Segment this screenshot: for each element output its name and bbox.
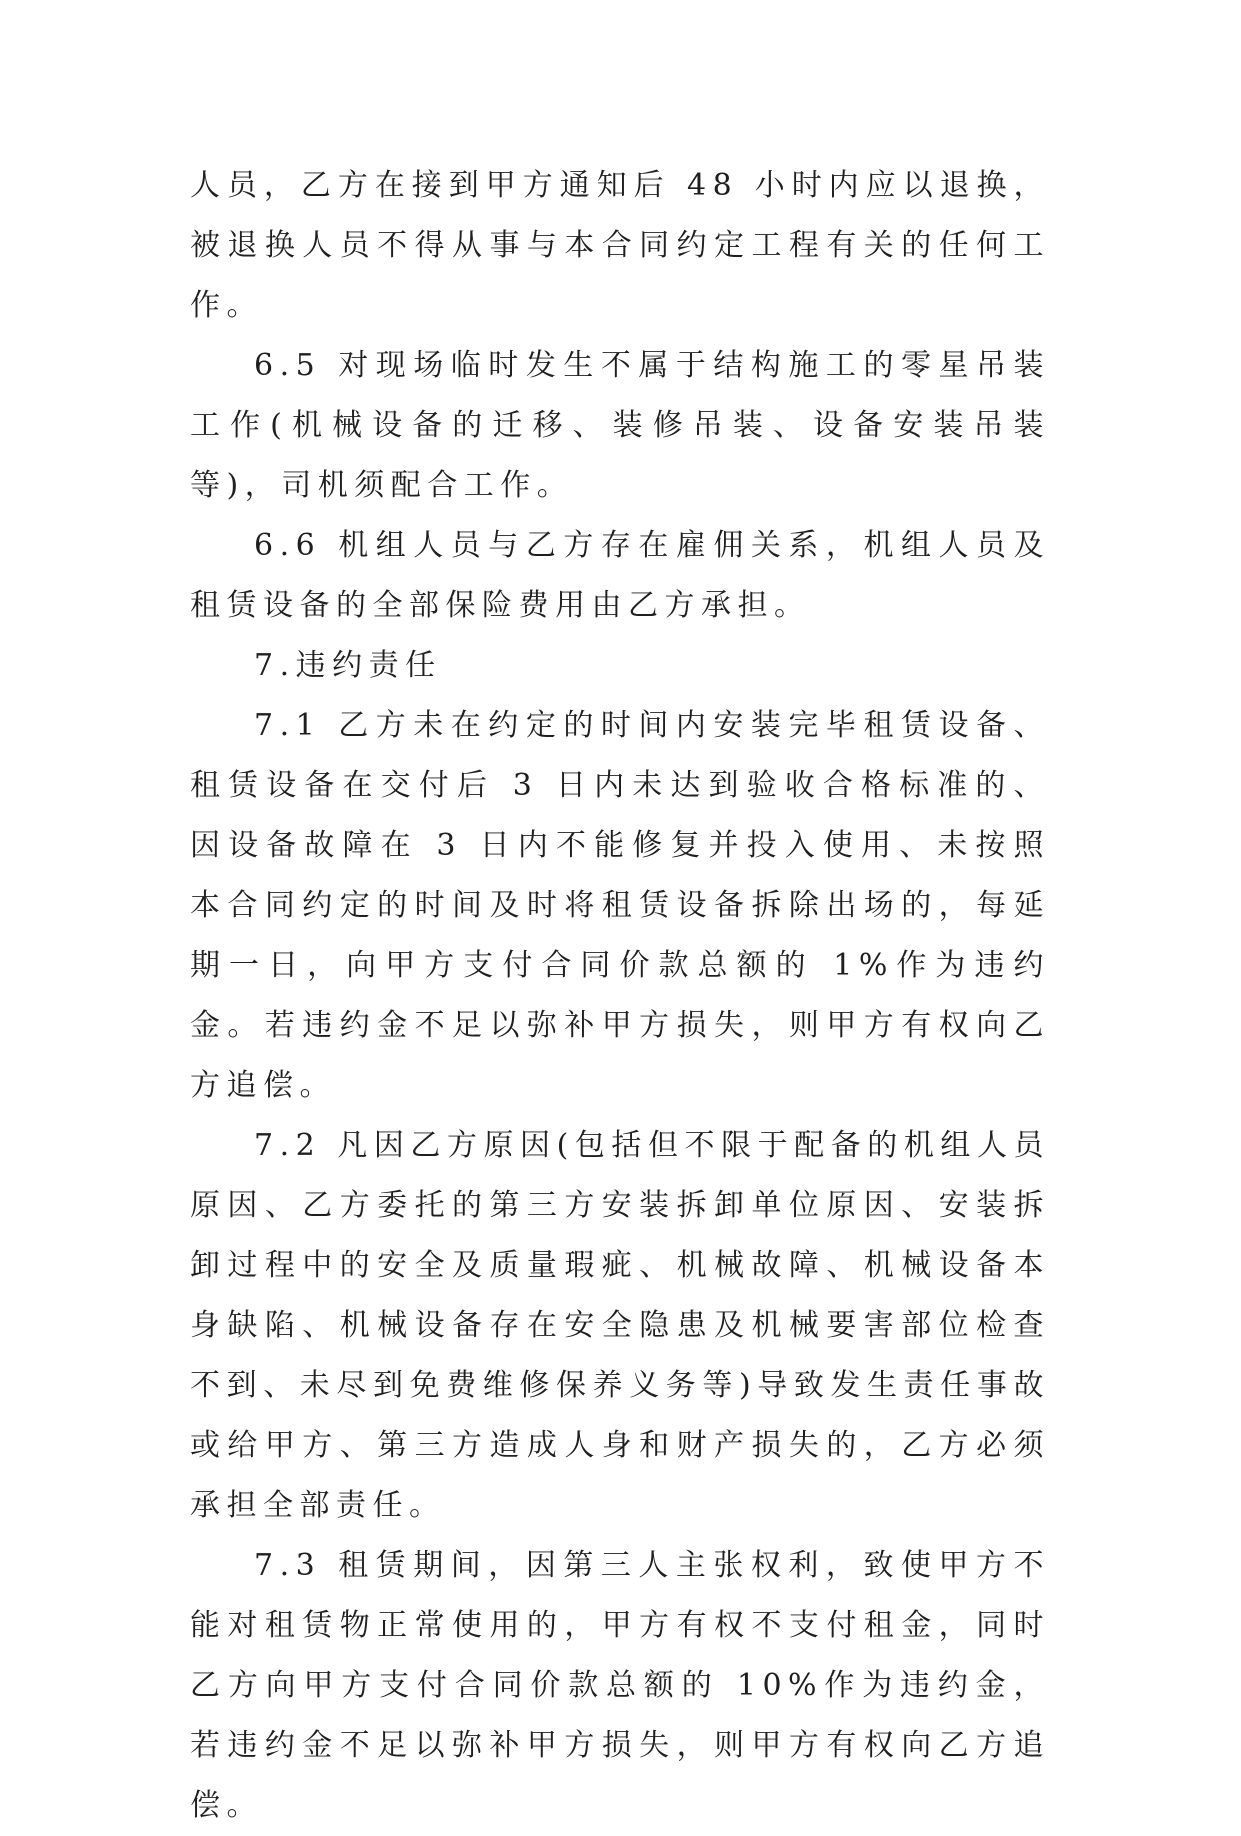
paragraph-6-5: 6.5 对现场临时发生不属于结构施工的零星吊装工作(机械设备的迁移、装修吊装、设备安装吊装等)，司机须配合工作。 xyxy=(190,348,1050,503)
paragraph-6-6: 6.6 机组人员与乙方存在雇佣关系，机组人员及租赁设备的全部保险费用由乙方承担。 xyxy=(190,528,1050,623)
paragraph-7-1: 7.1 乙方未在约定的时间内安装完毕租赁设备、租赁设备在交付后 3 日内未达到验收合格标准的、因设备故障在 3 日内不能修复并投入使用、未按照本合同约定的时间及时将租赁设备拆除出场的，每延期一日，向甲方支付合同价款总额的 1%作为违约金。若违约金不足以弥补甲方损失，则甲方有权向乙方追偿。 xyxy=(190,708,1050,1103)
section-heading-7: 7.违约责任 xyxy=(254,648,442,683)
paragraph-7-2: 7.2 凡因乙方原因(包括但不限于配备的机组人员原因、乙方委托的第三方安装拆卸单位原因、安装拆卸过程中的安全及质量瑕疵、机械故障、机械设备本身缺陷、机械设备存在安全隐患及机械要害部位检查不到、未尽到免费维修保养义务等)导致发生责任事故或给甲方、第三方造成人身和财产损失的，乙方必须承担全部责任。 xyxy=(190,1128,1050,1523)
document-body xyxy=(190,156,1050,1836)
paragraph-7-3: 7.3 租赁期间，因第三人主张权利，致使甲方不能对租赁物正常使用的，甲方有权不支付租金，同时乙方向甲方支付合同价款总额的 10%作为违约金，若违约金不足以弥补甲方损失，则甲方有权向乙方追偿。 xyxy=(190,1548,1050,1823)
paragraph-6-4-continuation: 人员，乙方在接到甲方通知后 48 小时内应以退换，被退换人员不得从事与本合同约定工程有关的任何工作。 xyxy=(190,168,1050,323)
